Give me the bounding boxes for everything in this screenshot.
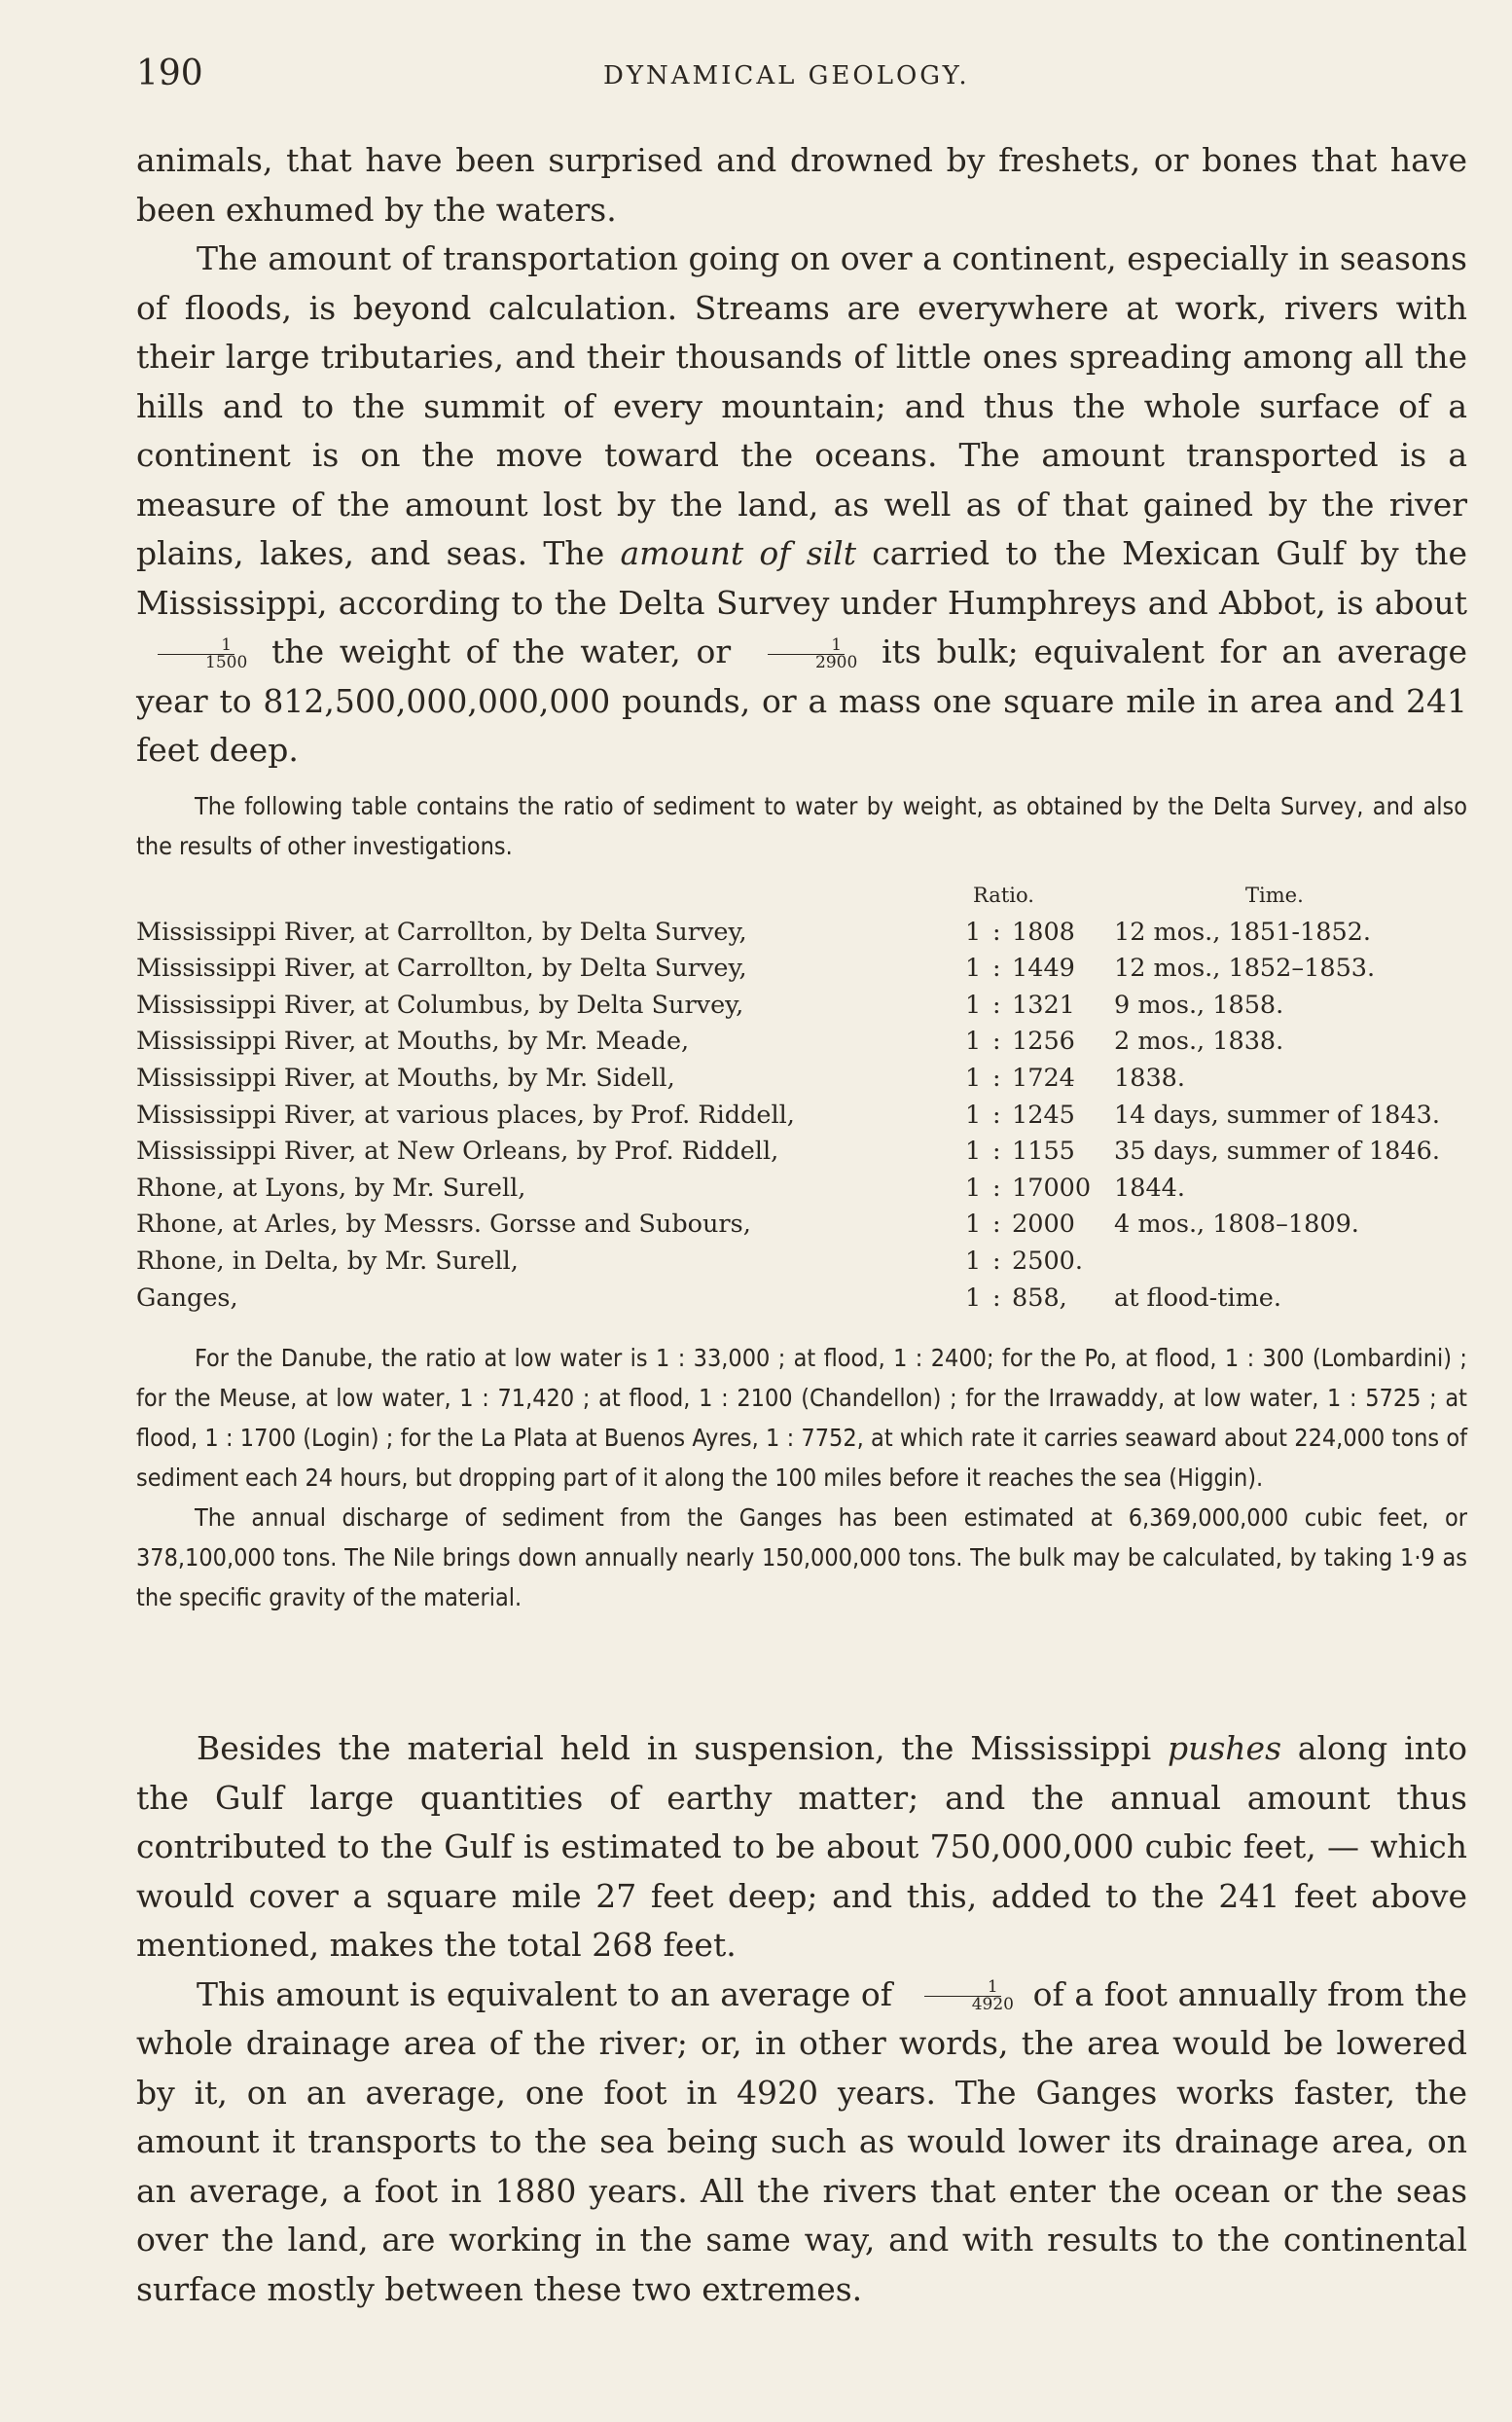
row-ratio-value: 1808: [1012, 917, 1075, 947]
row-location: Mississippi River, at Carrollton, by Delta Survey,: [136, 954, 747, 984]
table-row: [136, 1207, 1467, 1244]
row-ratio-separator: :: [992, 1063, 1001, 1093]
row-ratio-value: 2000: [1012, 1210, 1075, 1240]
row-ratio-value: 1245: [1012, 1100, 1075, 1130]
page-header: [136, 54, 1463, 102]
row-ratio-one: 1: [965, 1283, 982, 1313]
row-location: Ganges,: [136, 1283, 238, 1313]
sediment-ratio-table: [136, 878, 1467, 1317]
row-ratio-value: 1449: [1012, 954, 1075, 984]
paragraph-pushes: Besides the material held in suspension, the Mississippi pushes along into the Gulf large quantities of earthy matter; and the annual amount thus contributed to the Gulf is estimated to be about 750,000,000 cubic feet, — which would cover a square mile 27 feet deep; and this, added to the 241 feet above mentioned, makes the total 268 feet.: [136, 1729, 1468, 1964]
row-ratio-one: 1: [965, 1063, 982, 1093]
table-row: [136, 988, 1467, 1025]
running-title: DYNAMICAL GEOLOGY.: [603, 61, 970, 90]
row-location: Rhone, at Arles, by Messrs. Gorsse and Subours,: [136, 1210, 751, 1240]
row-ratio-separator: :: [992, 1137, 1001, 1167]
footnote-block: [136, 1338, 1467, 1617]
table-row: [136, 1134, 1467, 1171]
row-ratio-separator: :: [992, 1100, 1001, 1130]
note-ganges-nile: The annual discharge of sediment from the Ganges has been estimated at 6,369,000,000 cubic feet, or 378,100,000 tons. The Nile brings down annually nearly 150,000,000 tons. The bulk may be calculated, by taking 1·9 as the specific gravity of the material.: [136, 1503, 1467, 1611]
row-location: Mississippi River, at Mouths, by Mr. Sidell,: [136, 1063, 675, 1093]
row-ratio-one: 1: [965, 917, 982, 947]
row-ratio-separator: :: [992, 954, 1001, 984]
row-ratio-separator: :: [992, 990, 1001, 1020]
row-location: Mississippi River, at various places, by Prof. Riddell,: [136, 1100, 795, 1130]
row-ratio-one: 1: [965, 1027, 982, 1057]
table-row: [136, 1171, 1467, 1208]
row-ratio-separator: :: [992, 1173, 1001, 1203]
row-location: Mississippi River, at Columbus, by Delta Survey,: [136, 990, 744, 1020]
row-location: Mississippi River, at Mouths, by Mr. Meade,: [136, 1027, 690, 1057]
row-time: 12 mos., 1851-1852.: [1114, 917, 1372, 947]
row-ratio-value: 1155: [1012, 1137, 1075, 1167]
body-section-bottom: [136, 1724, 1467, 2314]
row-ratio-value: 1256: [1012, 1027, 1075, 1057]
column-header-time: Time.: [1245, 884, 1304, 907]
row-ratio-one: 1: [965, 990, 982, 1020]
row-ratio-value: 2500.: [1012, 1246, 1084, 1276]
row-ratio-one: 1: [965, 1246, 982, 1276]
table-row: [136, 1098, 1467, 1135]
table-intro: The following table contains the ratio of sediment to water by weight, as obtained by the Delta Survey, and also the results of other investigations.: [136, 792, 1467, 860]
page-number: 190: [136, 54, 203, 93]
row-ratio-one: 1: [965, 1173, 982, 1203]
row-time: 1844.: [1114, 1173, 1186, 1203]
body-section-top: [136, 136, 1467, 776]
row-location: Rhone, at Lyons, by Mr. Surell,: [136, 1173, 526, 1203]
row-ratio-one: 1: [965, 954, 982, 984]
note-other-rivers: For the Danube, the ratio at low water is 1 : 33,000 ; at flood, 1 : 2400; for the Po, at flood, 1 : 300 (Lombardini) ; for the Meuse, at low water, 1 : 71,420 ; at flood, 1 : 2100 (Chandellon) ; for the Irrawaddy, at low water, 1 : 5725 ; at flood, 1 : 1700 (Login) ; for the La Plata at Buenos Ayres, 1 : 7752, at which rate it carries seaward about 224,000 tons of sediment each 24 hours, but dropping part of it along the 100 miles before it reaches the sea (Higgin).: [136, 1344, 1467, 1492]
row-ratio-value: 1321: [1012, 990, 1075, 1020]
table-header: [136, 878, 1467, 915]
row-time: 1838.: [1114, 1063, 1186, 1093]
table-row: [136, 951, 1467, 988]
column-header-ratio: Ratio.: [973, 884, 1034, 907]
italic-term: amount of silt: [620, 534, 856, 572]
row-ratio-separator: :: [992, 1027, 1001, 1057]
fraction-foot: $\frac{1}{4920}$: [909, 1979, 1017, 2013]
row-location: Rhone, in Delta, by Mr. Surell,: [136, 1246, 519, 1276]
table-row: [136, 1244, 1467, 1281]
fraction-bulk: $\frac{1}{2900}$: [752, 637, 860, 671]
row-time: at flood-time.: [1114, 1283, 1281, 1313]
italic-term: pushes: [1167, 1729, 1282, 1767]
row-time: 12 mos., 1852–1853.: [1114, 954, 1376, 984]
row-ratio-separator: :: [992, 1210, 1001, 1240]
row-ratio-value: 17000: [1012, 1173, 1092, 1203]
fraction-weight: $\frac{1}{1500}$: [142, 637, 250, 671]
table-body: [136, 915, 1467, 1318]
row-location: Mississippi River, at New Orleans, by Prof. Riddell,: [136, 1137, 779, 1167]
row-ratio-value: 1724: [1012, 1063, 1075, 1093]
row-time: 14 days, summer of 1843.: [1114, 1100, 1440, 1130]
row-time: 4 mos., 1808–1809.: [1114, 1210, 1359, 1240]
row-ratio-separator: :: [992, 1246, 1001, 1276]
paragraph-continued: animals, that have been surprised and drowned by freshets, or bones that have been exhumed by the waters.: [136, 141, 1467, 229]
row-time: 35 days, summer of 1846.: [1114, 1137, 1440, 1167]
row-time: 2 mos., 1838.: [1114, 1027, 1284, 1057]
row-ratio-one: 1: [965, 1100, 982, 1130]
row-ratio-one: 1: [965, 1137, 982, 1167]
paragraph-equivalent: This amount is equivalent to an average of $\frac{1}{4920}$ of a foot annually from the whole drainage area of the river; or, in other words, the area would be lowered by it, on an average, one foot in 4920 years. The Ganges works faster, the amount it transports to the sea being such as would lower its drainage area, on an average, a foot in 1880 years. All the rivers that enter the ocean or the seas over the land, are working in the same way, and with results to the continental surface mostly between these two extremes.: [136, 1974, 1467, 2308]
table-row: [136, 1061, 1467, 1098]
row-ratio-value: 858,: [1012, 1283, 1067, 1313]
row-ratio-separator: :: [992, 1283, 1001, 1313]
row-time: 9 mos., 1858.: [1114, 990, 1284, 1020]
table-row: [136, 1024, 1467, 1061]
row-ratio-separator: :: [992, 917, 1001, 947]
paragraph-transportation: The amount of transportation going on over a continent, especially in seasons of floods, is beyond calculation. Streams are everywhere at work, rivers with their large tributaries, and their thousands of little ones spreading among all the hills and to the summit of every mountain; and thus the whole surface of a continent is on the move toward the oceans. The amount transported is a measure of the amount lost by the land, as well as of that gained by the river plains, lakes, and seas. The amount of silt carried to the Mexican Gulf by the Mississippi, according to the Delta Survey under Humphreys and Abbot, is about $\frac{1}{1500}$ the weight of the water, or $\frac{1}{2900}$ its bulk; equivalent for an average year to 812,500,000,000,000 pounds, or a mass one square mile in area and 241 feet deep.: [136, 239, 1468, 769]
row-location: Mississippi River, at Carrollton, by Delta Survey,: [136, 917, 747, 947]
row-ratio-one: 1: [965, 1210, 982, 1240]
table-row: [136, 1281, 1467, 1318]
table-row: [136, 915, 1467, 952]
